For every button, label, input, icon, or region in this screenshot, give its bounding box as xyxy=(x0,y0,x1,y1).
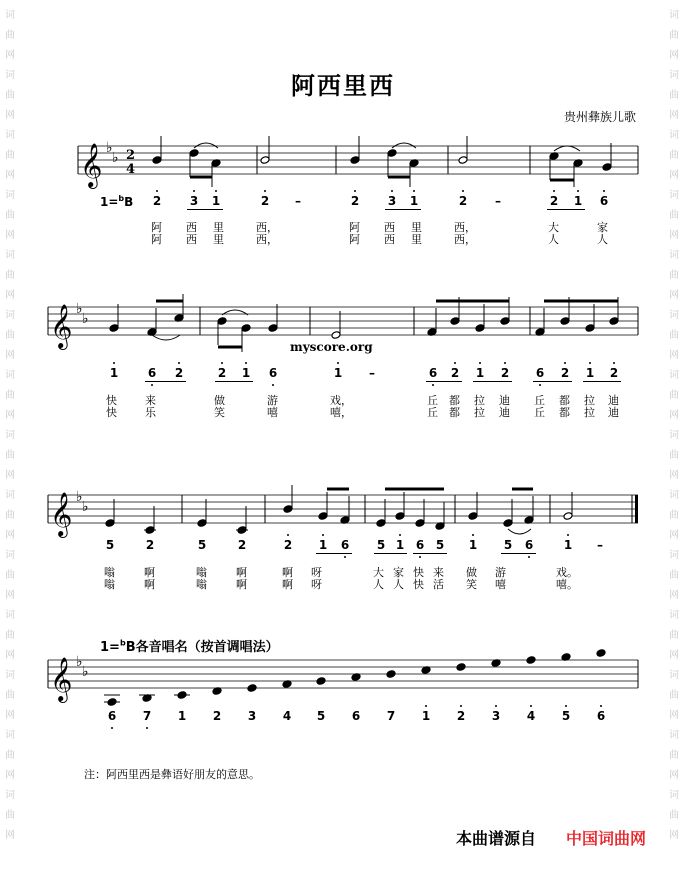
jianpu-note: 1 xyxy=(395,538,405,552)
octave-dot xyxy=(504,362,506,364)
jianpu-note: 3 xyxy=(491,709,501,723)
note-head xyxy=(500,317,510,326)
duration-underline xyxy=(533,381,572,382)
jianpu-note: 2 xyxy=(350,194,360,208)
lyric-syllable: 活 xyxy=(433,578,444,591)
note-head xyxy=(602,163,612,172)
note-head xyxy=(585,324,595,333)
octave-dot xyxy=(344,556,346,558)
jianpu-note: 2 xyxy=(237,538,247,552)
jianpu-note: 1 xyxy=(475,366,485,380)
treble-clef-icon: 𝄞 xyxy=(50,657,73,701)
octave-dot xyxy=(146,727,148,729)
lyric-syllable: 啊 xyxy=(144,566,155,579)
jianpu-note: 1 xyxy=(409,194,419,208)
lyric-syllable: 阿 xyxy=(151,221,162,234)
lyric-syllable: 西， xyxy=(454,233,476,246)
note-head xyxy=(503,519,513,528)
note-head xyxy=(596,649,606,658)
octave-dot xyxy=(425,705,427,707)
octave-dot xyxy=(600,705,602,707)
duration-underline xyxy=(501,553,536,554)
jianpu-note: 1 xyxy=(573,194,583,208)
time-sig-bottom: 4 xyxy=(126,162,136,177)
jianpu-note: 5 xyxy=(105,538,115,552)
duration-underline xyxy=(426,381,462,382)
octave-dot xyxy=(462,190,464,192)
lyric-syllable: 家 xyxy=(597,221,608,234)
lyric-syllable: 来 xyxy=(145,394,156,407)
flat-icon: ♭ xyxy=(82,664,89,680)
octave-dot xyxy=(564,362,566,364)
note-head xyxy=(456,663,466,672)
lyric-syllable: 阿 xyxy=(151,233,162,246)
jianpu-note: 5 xyxy=(316,709,326,723)
note-head xyxy=(331,331,341,340)
octave-dot xyxy=(215,190,217,192)
footnote: 注：阿西里西是彝语好朋友的意思。 xyxy=(84,768,260,781)
octave-dot xyxy=(264,190,266,192)
note-head xyxy=(526,656,536,665)
lyric-syllable: 迪 xyxy=(499,406,510,419)
jianpu-note: 6 xyxy=(524,538,534,552)
slur xyxy=(392,143,416,148)
page-title: 阿西里西 xyxy=(291,72,395,100)
left-side-watermark: 词 曲 网 词 曲 网 词 曲 网 词 曲 网 词 曲 网 词 曲 网 词 曲 网 词 曲 网 词 曲 网 词 曲 网 词 曲 网 词 曲 网 词 曲 网 词 曲 网 xyxy=(5,10,15,841)
final-barline xyxy=(635,495,638,523)
duration-underline xyxy=(187,209,223,210)
lyric-syllable: 丘 xyxy=(427,406,438,419)
octave-dot xyxy=(413,190,415,192)
flat-icon: ♭ xyxy=(82,311,89,327)
lyric-syllable: 乐 xyxy=(145,406,156,419)
jianpu-note: 6 xyxy=(107,709,117,723)
lyric-syllable: 做 xyxy=(214,394,225,407)
lyric-syllable: 拉 xyxy=(474,406,485,419)
flat-icon: ♭ xyxy=(106,140,113,156)
jianpu-note: 1 xyxy=(177,709,187,723)
lyric-syllable: 人 xyxy=(597,233,608,246)
note-head xyxy=(152,156,162,165)
lyric-syllable: 西 xyxy=(384,233,395,246)
lyric-syllable: 家 xyxy=(393,566,404,579)
lyric-syllable: 丘 xyxy=(534,394,545,407)
lyric-syllable: 嘻。 xyxy=(556,578,578,591)
lyric-syllable: 游 xyxy=(267,394,278,407)
note-head xyxy=(247,684,257,693)
lyric-syllable: 都 xyxy=(449,406,460,419)
note-head xyxy=(386,670,396,679)
lyric-syllable: 人 xyxy=(373,578,384,591)
note-head xyxy=(217,317,227,326)
lyric-syllable: 里 xyxy=(213,221,224,234)
lyric-syllable: 里 xyxy=(213,233,224,246)
lyric-syllable: 拉 xyxy=(584,406,595,419)
octave-dot xyxy=(399,534,401,536)
octave-dot xyxy=(151,384,153,386)
jianpu-note: 2 xyxy=(217,366,227,380)
duration-underline xyxy=(215,381,253,382)
lyric-syllable: 拉 xyxy=(474,394,485,407)
flat-icon: ♭ xyxy=(76,489,83,505)
jianpu-note: 3 xyxy=(387,194,397,208)
octave-dot xyxy=(419,556,421,558)
jianpu-note: 1 xyxy=(468,538,478,552)
note-head xyxy=(105,519,115,528)
lyric-syllable: 嘻， xyxy=(330,406,352,419)
jianpu-note: – xyxy=(495,194,501,208)
lyric-syllable: 快 xyxy=(106,406,117,419)
treble-clef-icon: 𝄞 xyxy=(50,304,73,348)
jianpu-note: 6 xyxy=(596,709,606,723)
jianpu-note: 2 xyxy=(450,366,460,380)
jianpu-note: 1 xyxy=(241,366,251,380)
jianpu-note: 1 xyxy=(318,538,328,552)
lyric-syllable: 丘 xyxy=(427,394,438,407)
note-head xyxy=(316,677,326,686)
lyric-syllable: 笑 xyxy=(214,406,225,419)
note-head xyxy=(609,317,619,326)
octave-dot xyxy=(272,384,274,386)
lyric-syllable: 嘻 xyxy=(495,578,506,591)
lyric-syllable: 西， xyxy=(256,233,278,246)
note-head xyxy=(350,156,360,165)
lyric-syllable: 阿 xyxy=(349,233,360,246)
note-head xyxy=(475,324,485,333)
jianpu-note: 6 xyxy=(599,194,609,208)
key-signature: 1=$^b$B xyxy=(100,194,134,209)
note-head xyxy=(241,324,251,333)
lyric-syllable: 快 xyxy=(413,566,424,579)
note-head xyxy=(415,519,425,528)
duration-underline xyxy=(413,553,447,554)
jianpu-note: 2 xyxy=(500,366,510,380)
octave-dot xyxy=(113,362,115,364)
octave-dot xyxy=(577,190,579,192)
lyric-syllable: 呀 xyxy=(311,578,322,591)
octave-dot xyxy=(322,534,324,536)
scale-section-title: 1=$^b$B各音唱名（按首调唱法） xyxy=(100,638,279,655)
octave-dot xyxy=(460,705,462,707)
jianpu-note: 2 xyxy=(283,538,293,552)
lyric-syllable: 快 xyxy=(106,394,117,407)
octave-dot xyxy=(495,705,497,707)
lyric-syllable: 戏， xyxy=(330,394,352,407)
source-site-link[interactable]: 中国词曲网 xyxy=(566,829,647,848)
lyric-syllable: 呀 xyxy=(311,566,322,579)
watermark-text: myscore.org xyxy=(290,340,373,354)
lyric-syllable: 嗡 xyxy=(196,566,207,579)
jianpu-note: 5 xyxy=(503,538,513,552)
lyric-syllable: 迪 xyxy=(608,406,619,419)
time-sig-top: 2 xyxy=(126,148,136,163)
lyric-syllable: 都 xyxy=(449,394,460,407)
note-head xyxy=(283,505,293,514)
jianpu-note: 6 xyxy=(535,366,545,380)
flat-icon: ♭ xyxy=(76,654,83,670)
treble-clef-icon: 𝄞 xyxy=(80,143,103,187)
octave-dot xyxy=(391,190,393,192)
note-head xyxy=(268,324,278,333)
note-head xyxy=(560,317,570,326)
jianpu-note: 2 xyxy=(560,366,570,380)
lyric-syllable: 大 xyxy=(373,566,384,579)
slur xyxy=(508,529,531,534)
treble-clef-icon: 𝄞 xyxy=(50,492,73,536)
lyric-syllable: 西 xyxy=(186,233,197,246)
right-side-watermark: 词 曲 网 词 曲 网 词 曲 网 词 曲 网 词 曲 网 词 曲 网 词 曲 网 词 曲 网 词 曲 网 词 曲 网 词 曲 网 词 曲 网 词 曲 网 词 曲 网 xyxy=(669,10,679,841)
octave-dot xyxy=(603,190,605,192)
duration-underline xyxy=(145,381,186,382)
lyric-syllable: 丘 xyxy=(534,406,545,419)
note-head xyxy=(387,149,397,158)
jianpu-note: 2 xyxy=(212,709,222,723)
jianpu-note: – xyxy=(369,366,375,380)
note-head xyxy=(458,156,468,165)
lyric-syllable: 嗡 xyxy=(196,578,207,591)
jianpu-note: – xyxy=(597,538,603,552)
octave-dot xyxy=(454,362,456,364)
note-head xyxy=(563,512,573,521)
jianpu-note: 6 xyxy=(147,366,157,380)
octave-dot xyxy=(472,534,474,536)
slur xyxy=(194,143,218,148)
octave-dot xyxy=(287,534,289,536)
duration-underline xyxy=(385,209,421,210)
jianpu-note: 2 xyxy=(260,194,270,208)
jianpu-note: 2 xyxy=(456,709,466,723)
lyric-syllable: 迪 xyxy=(499,394,510,407)
jianpu-note: 2 xyxy=(145,538,155,552)
lyric-syllable: 人 xyxy=(548,233,559,246)
jianpu-note: 2 xyxy=(174,366,184,380)
note-head xyxy=(197,519,207,528)
lyric-syllable: 都 xyxy=(559,406,570,419)
octave-dot xyxy=(567,534,569,536)
lyric-syllable: 嗡 xyxy=(104,578,115,591)
lyric-syllable: 戏。 xyxy=(556,566,578,579)
note-head xyxy=(450,317,460,326)
duration-underline xyxy=(374,553,407,554)
jianpu-note: 3 xyxy=(189,194,199,208)
octave-dot xyxy=(589,362,591,364)
octave-dot xyxy=(111,727,113,729)
octave-dot xyxy=(479,362,481,364)
lyric-syllable: 啊 xyxy=(236,578,247,591)
lyric-syllable: 西 xyxy=(186,221,197,234)
lyric-syllable: 阿 xyxy=(349,221,360,234)
jianpu-note: 2 xyxy=(458,194,468,208)
octave-dot xyxy=(565,705,567,707)
octave-dot xyxy=(539,384,541,386)
jianpu-note: 5 xyxy=(435,538,445,552)
slur xyxy=(554,146,580,151)
lyric-syllable: 啊 xyxy=(282,566,293,579)
octave-dot xyxy=(193,190,195,192)
lyric-syllable: 人 xyxy=(393,578,404,591)
duration-underline xyxy=(316,553,352,554)
lyric-syllable: 啊 xyxy=(236,566,247,579)
note-head xyxy=(109,324,119,333)
lyric-syllable: 西 xyxy=(384,221,395,234)
jianpu-note: 1 xyxy=(563,538,573,552)
jianpu-note: 4 xyxy=(282,709,292,723)
jianpu-note: 1 xyxy=(333,366,343,380)
note-head xyxy=(468,512,478,521)
duration-underline xyxy=(583,381,621,382)
jianpu-note: 4 xyxy=(526,709,536,723)
note-head xyxy=(318,512,328,521)
jianpu-note: 6 xyxy=(268,366,278,380)
jianpu-note: 7 xyxy=(386,709,396,723)
jianpu-note: 1 xyxy=(211,194,221,208)
lyric-syllable: 做 xyxy=(466,566,477,579)
octave-dot xyxy=(245,362,247,364)
lyric-syllable: 嘻 xyxy=(267,406,278,419)
lyric-syllable: 西， xyxy=(454,221,476,234)
lyric-syllable: 笑 xyxy=(466,578,477,591)
octave-dot xyxy=(354,190,356,192)
lyric-syllable: 快 xyxy=(413,578,424,591)
duration-underline xyxy=(547,209,585,210)
lyric-syllable: 都 xyxy=(559,394,570,407)
octave-dot xyxy=(432,384,434,386)
jianpu-note: 6 xyxy=(340,538,350,552)
jianpu-note: 5 xyxy=(376,538,386,552)
lyric-syllable: 啊 xyxy=(282,578,293,591)
octave-dot xyxy=(613,362,615,364)
jianpu-note: – xyxy=(295,194,301,208)
note-head xyxy=(376,519,386,528)
octave-dot xyxy=(530,705,532,707)
lyric-syllable: 游 xyxy=(495,566,506,579)
note-head xyxy=(260,156,270,165)
octave-dot xyxy=(553,190,555,192)
jianpu-note: 6 xyxy=(415,538,425,552)
octave-dot xyxy=(156,190,158,192)
lyric-syllable: 里 xyxy=(411,233,422,246)
flat-icon: ♭ xyxy=(112,150,119,166)
lyric-syllable: 大 xyxy=(548,221,559,234)
slur xyxy=(152,335,180,340)
octave-dot xyxy=(337,362,339,364)
flat-icon: ♭ xyxy=(82,499,89,515)
jianpu-note: 2 xyxy=(609,366,619,380)
jianpu-note: 2 xyxy=(152,194,162,208)
jianpu-note: 6 xyxy=(428,366,438,380)
source-label: 本曲谱源自 xyxy=(456,829,537,848)
octave-dot xyxy=(528,556,530,558)
jianpu-note: 5 xyxy=(197,538,207,552)
lyric-syllable: 来 xyxy=(433,566,444,579)
jianpu-note: 3 xyxy=(247,709,257,723)
jianpu-note: 6 xyxy=(351,709,361,723)
lyric-syllable: 西， xyxy=(256,221,278,234)
note-head xyxy=(395,512,405,521)
lyric-syllable: 迪 xyxy=(608,394,619,407)
lyric-syllable: 里 xyxy=(411,221,422,234)
octave-dot xyxy=(221,362,223,364)
jianpu-note: 7 xyxy=(142,709,152,723)
lyric-syllable: 拉 xyxy=(584,394,595,407)
flat-icon: ♭ xyxy=(76,301,83,317)
jianpu-note: 5 xyxy=(561,709,571,723)
jianpu-note: 1 xyxy=(585,366,595,380)
duration-underline xyxy=(473,381,512,382)
song-subtitle: 贵州彝族儿歌 xyxy=(563,110,636,124)
jianpu-note: 1 xyxy=(109,366,119,380)
octave-dot xyxy=(178,362,180,364)
lyric-syllable: 嗡 xyxy=(104,566,115,579)
note-head xyxy=(189,149,199,158)
jianpu-note: 1 xyxy=(421,709,431,723)
jianpu-note: 2 xyxy=(549,194,559,208)
lyric-syllable: 啊 xyxy=(144,578,155,591)
